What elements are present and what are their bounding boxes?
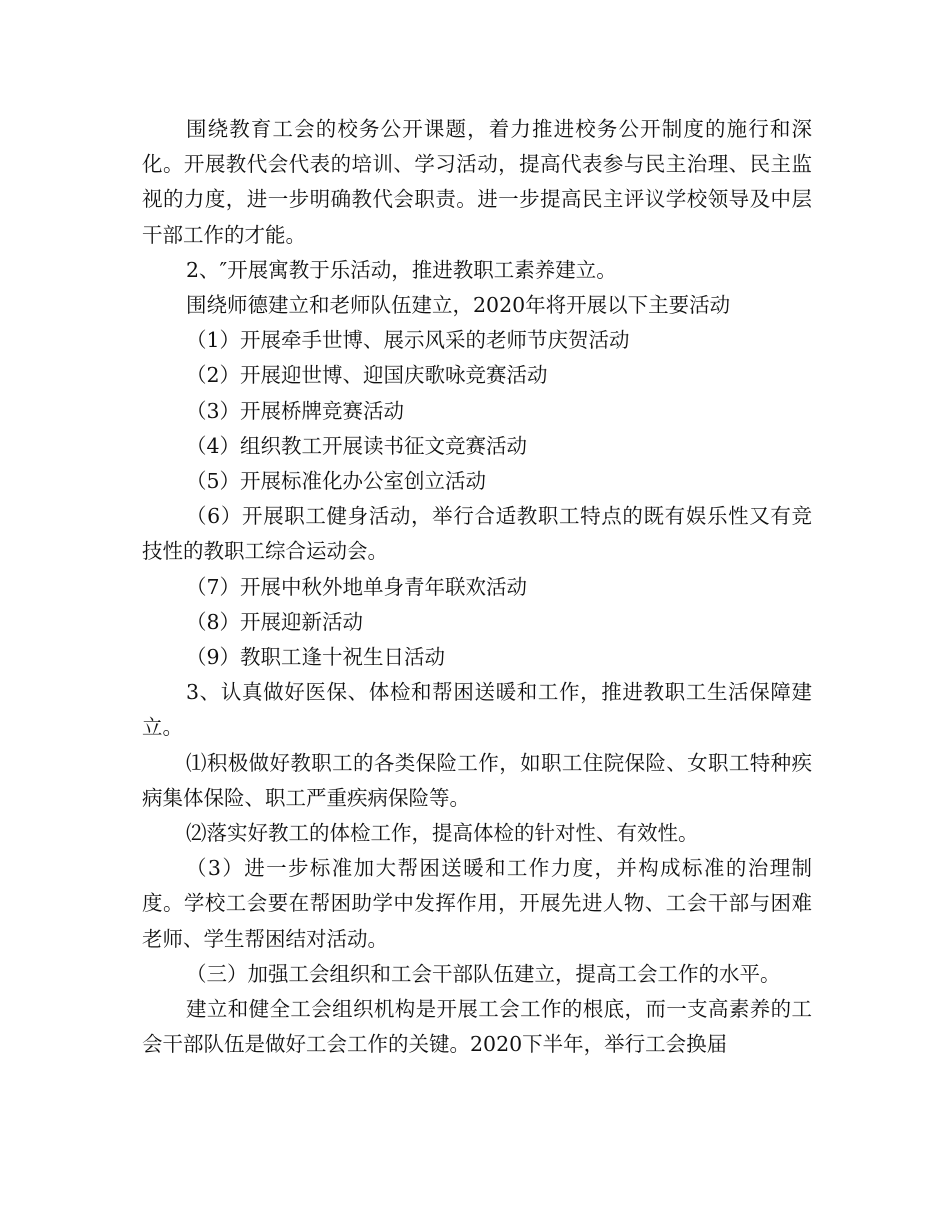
list-item-activity-5: （5）开展标准化办公室创立活动 — [186, 469, 487, 494]
paragraph-union-transparency: 围绕教育工会的校务公开课题，着力推进校务公开制度的施行和深化。开展教代会代表的培训、学习活动，提高代表参与民主治理、民主监视的力度，进一步明确教代会职责。进一步提高民主评议学校领导及中层干部工作的才能。 — [142, 117, 812, 247]
list-item-activity-7: （7）开展中秋外地单身青年联欢活动 — [186, 574, 528, 599]
list-item-hardship-support: （3）进一步标准加大帮困送暖和工作力度，并构成标准的治理制度。学校工会要在帮困助学中发挥作用，开展先进人物、工会干部与困难老师、学生帮困结对活动。 — [142, 856, 812, 951]
list-item-activity-8: （8）开展迎新活动 — [186, 609, 364, 634]
paragraph-section-three-heading: （三）加强工会组织和工会干部队伍建立，提高工会工作的水平。 — [186, 961, 781, 986]
paragraph-union-organization: 建立和健全工会组织机构是开展工会工作的根底，而一支高素养的工会干部队伍是做好工会工作的关键。2020下半年，举行工会换届 — [142, 997, 812, 1057]
list-item-health-check: ⑵落实好教工的体检工作，提高体检的针对性、有效性。 — [186, 821, 699, 846]
list-item-activity-9: （9）教职工逢十祝生日活动 — [186, 645, 446, 670]
paragraph-section-3-heading: 3、认真做好医保、体检和帮困送暖和工作，推进教职工生活保障建立。 — [142, 680, 812, 740]
paragraph-section-2-heading: 2、″开展寓教于乐活动，推进教职工素养建立。 — [186, 257, 617, 282]
paragraph-activities-intro: 围绕师德建立和老师队伍建立，2020年将开展以下主要活动 — [186, 293, 731, 318]
list-item-activity-2: （2）开展迎世博、迎国庆歌咏竞赛活动 — [186, 363, 548, 388]
document-body — [142, 112, 812, 1062]
list-item-activity-3: （3）开展桥牌竞赛活动 — [186, 398, 405, 423]
list-item-activity-6: （6）开展职工健身活动，举行合适教职工特点的既有娱乐性又有竞技性的教职工综合运动会。 — [142, 504, 812, 564]
list-item-activity-4: （4）组织教工开展读书征文竞赛活动 — [186, 433, 528, 458]
list-item-activity-1: （1）开展牵手世博、展示风采的老师节庆贺活动 — [186, 328, 630, 353]
list-item-insurance: ⑴积极做好教职工的各类保险工作，如职工住院保险、女职工特种疾病集体保险、职工严重疾病保险等。 — [142, 750, 812, 810]
